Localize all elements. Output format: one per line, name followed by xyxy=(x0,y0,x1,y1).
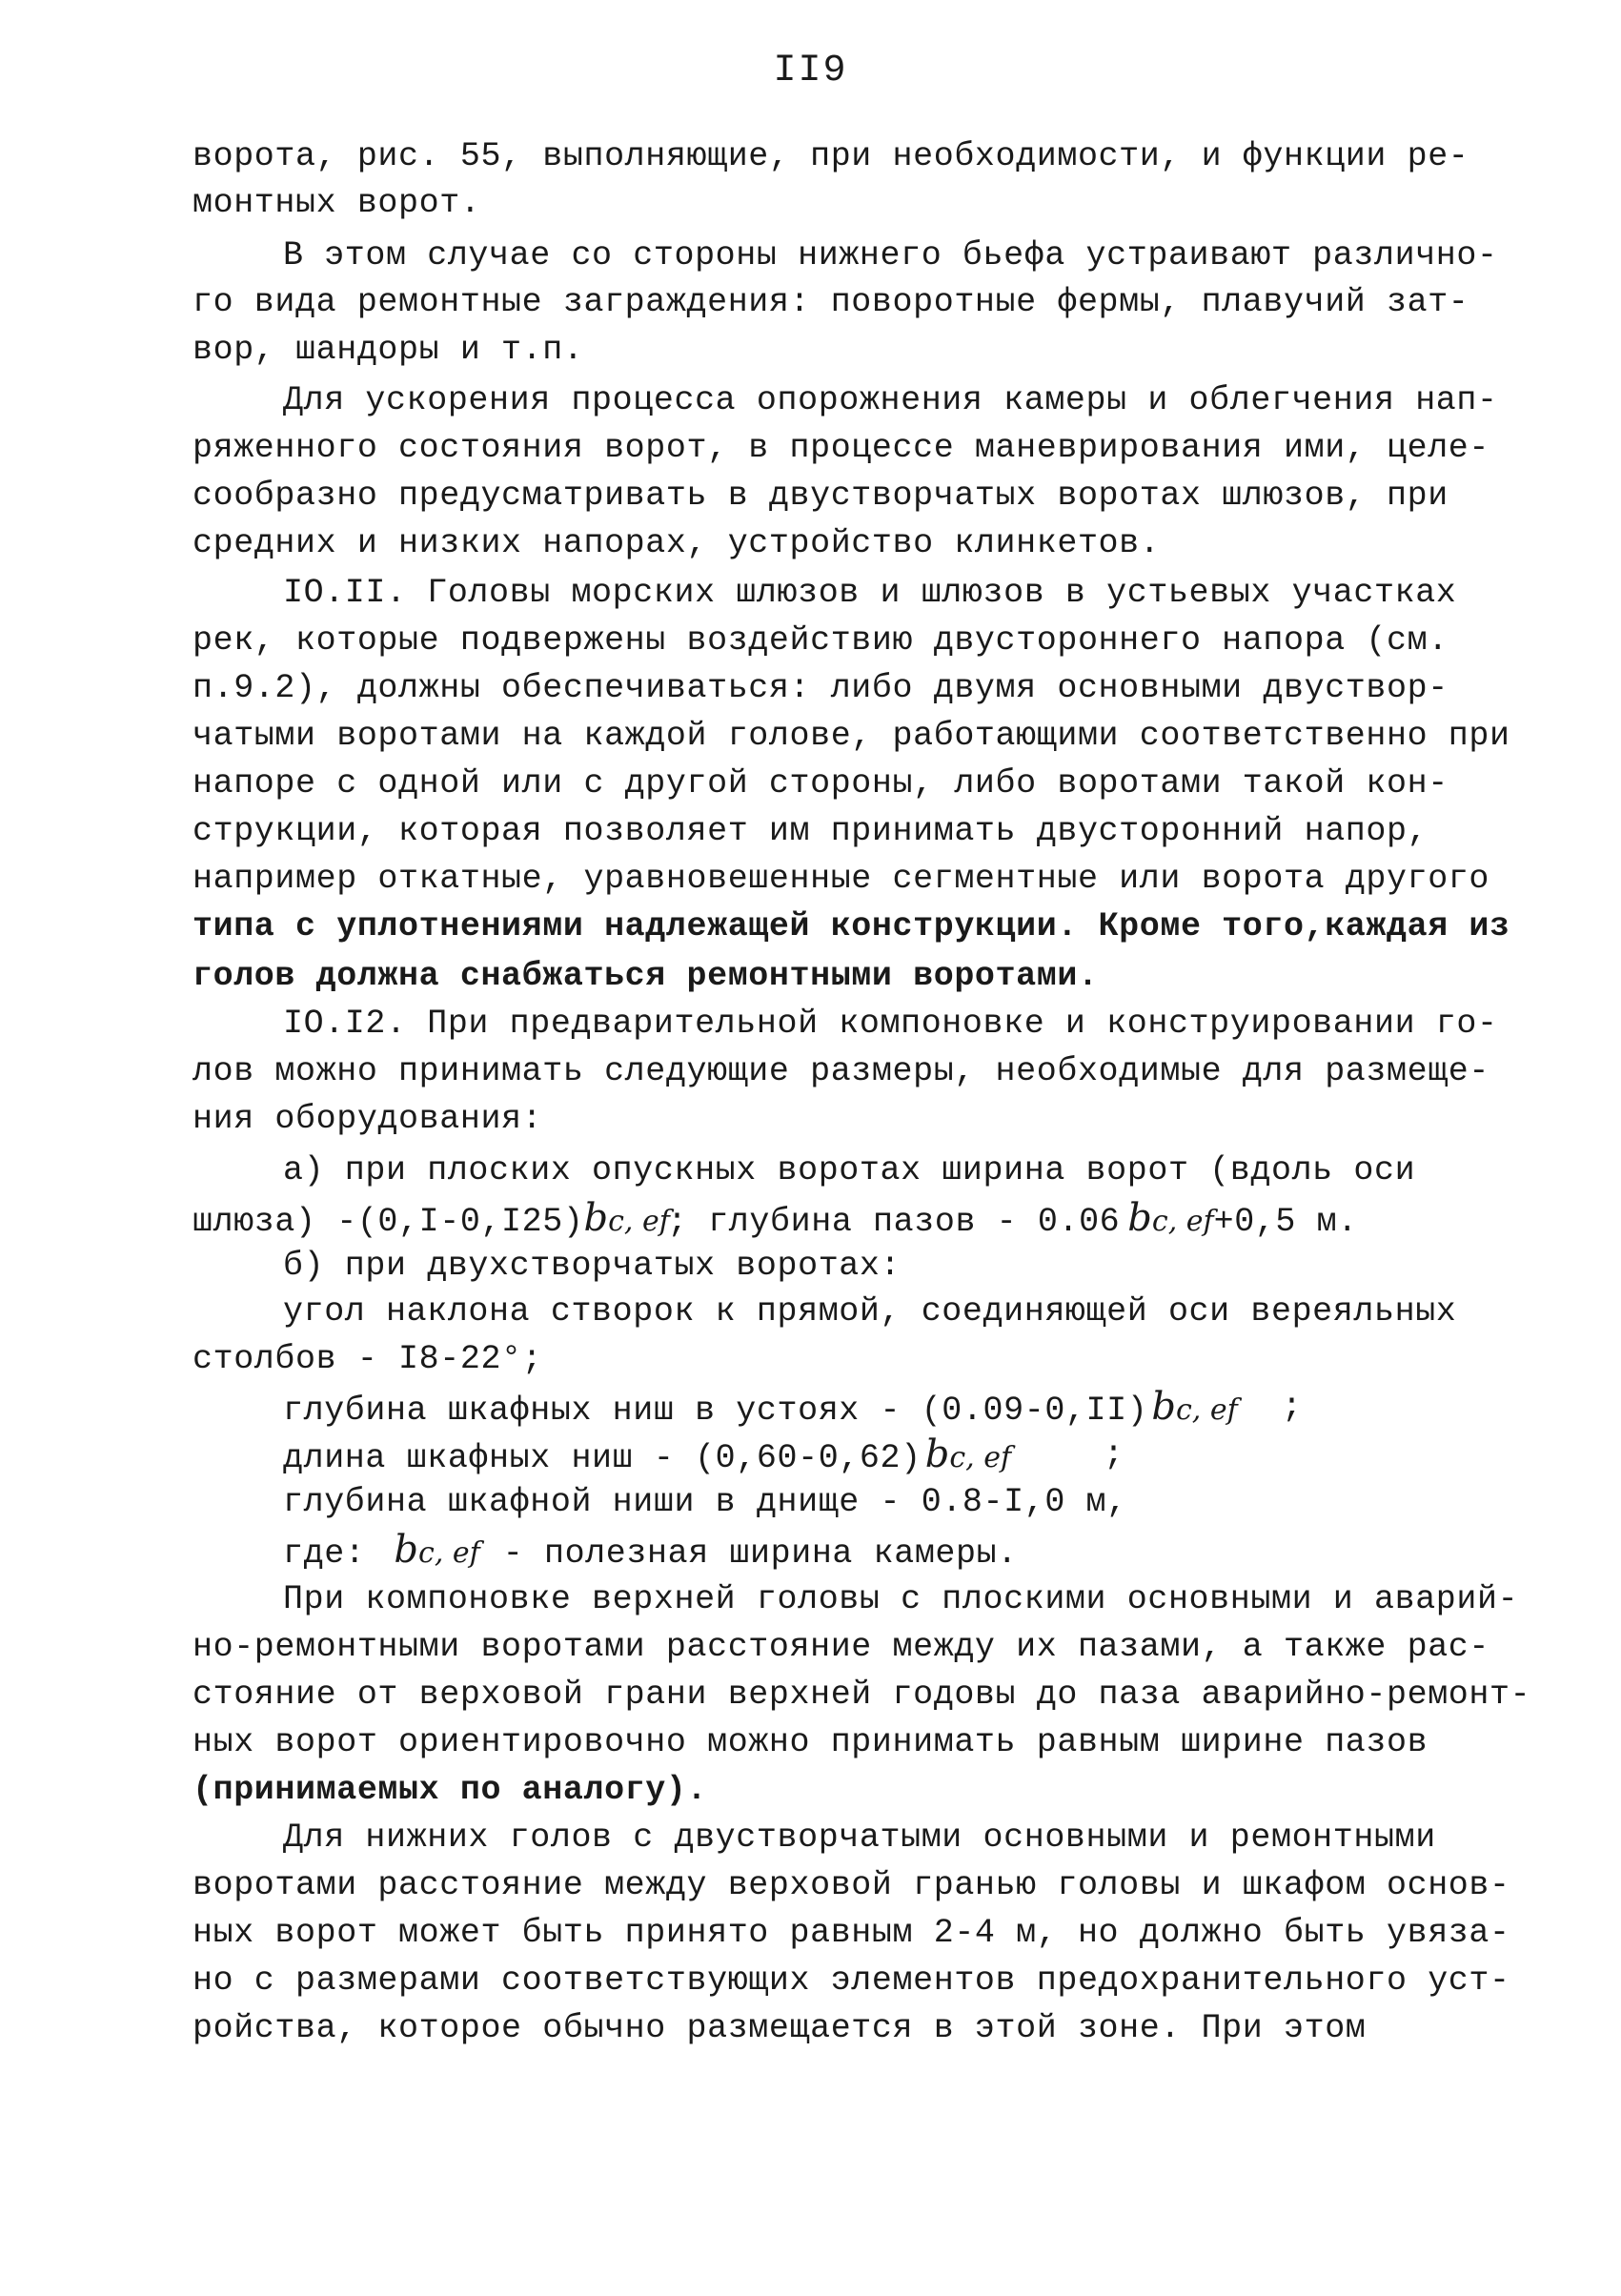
text-line: ных ворот ориентировочно можно принимать равным ширине пазов xyxy=(192,1723,1429,1761)
text-line: струкции, которая позволяет им принимать двусторонний напор, xyxy=(192,812,1429,850)
text-segment: ; глубина пазов - 0.06 xyxy=(667,1203,1121,1241)
text-line: В этом случае со стороны нижнего бьефа устраивают различно- xyxy=(283,236,1498,274)
symbol-bc-ef: bc, ef xyxy=(924,1432,1012,1476)
text-line: го вида ремонтные заграждения: поворотные фермы, плавучий зат- xyxy=(192,283,1469,321)
text-line: но с размерами соответствующих элементов предохранительного уст- xyxy=(192,1961,1510,2000)
text-line: б) при двухстворчатых воротах: xyxy=(283,1247,902,1285)
text-line: воротами расстояние между верховой гранью головы и шкафом основ- xyxy=(192,1866,1510,1904)
text-line: ных ворот может быть принято равным 2-4 м, но должно быть увяза- xyxy=(192,1914,1510,1952)
text-line: IO.II. Головы морских шлюзов и шлюзов в устьевых участках xyxy=(283,574,1457,612)
text-line: угол наклона створок к прямой, соединяющей оси вереяльных xyxy=(283,1292,1457,1331)
text-line: а) при плоских опускных воротах ширина ворот (вдоль оси xyxy=(283,1151,1416,1189)
text-line: Для нижних голов с двустворчатыми основными и ремонтными xyxy=(283,1819,1436,1857)
formula-line xyxy=(192,1197,670,1243)
text-segment: шлюза) -(0,I-0,I25) xyxy=(192,1203,584,1241)
text-line: ряженного состояния ворот, в процессе маневрирования ими, целе- xyxy=(192,429,1490,467)
text-line: рек, которые подвержены воздействию двустороннего напора (см. xyxy=(192,621,1449,660)
text-segment: - полезная ширина камеры. xyxy=(502,1534,1018,1573)
text-segment: глубина шкафных ниш в устоях - (0.09-0,II) xyxy=(283,1392,1148,1430)
page-number: II9 xyxy=(773,50,848,92)
text-line: ворота, рис. 55, выполняющие, при необходимости, и функции ре- xyxy=(192,137,1469,175)
text-segment: длина шкафных ниш - (0,60-0,62) xyxy=(283,1439,922,1477)
text-line: глубина шкафной ниши в днище - 0.8-I,0 м, xyxy=(283,1483,1127,1521)
text-line: средних и низких напорах, устройство клинкетов. xyxy=(192,524,1161,562)
text-line: лов можно принимать следующие размеры, необходимые для размеще- xyxy=(192,1052,1490,1090)
text-line: ройства, которое обычно размещается в этой зоне. При этом xyxy=(192,2009,1367,2047)
text-line: вор, шандоры и т.п. xyxy=(192,331,584,369)
text-line: но-ремонтными воротами расстояние между их пазами, а также рас- xyxy=(192,1628,1490,1666)
text-line: (принимаемых по аналогу). xyxy=(192,1771,708,1809)
text-line: стояние от верховой грани верхней годовы до паза аварийно-ремонт- xyxy=(192,1676,1531,1714)
text-line: монтных ворот. xyxy=(192,184,481,222)
symbol-bc-ef: bc, ef xyxy=(1151,1385,1238,1429)
formula-line xyxy=(283,1386,1238,1432)
text-line: чатыми воротами на каждой голове, работающими соответственно при xyxy=(192,717,1510,755)
text-line: п.9.2), должны обеспечиваться: либо двумя основными двуствор- xyxy=(192,669,1449,707)
text-line: ; xyxy=(1104,1435,1125,1473)
text-line: напоре с одной или с другой стороны, либо воротами такой кон- xyxy=(192,764,1449,803)
formula-line xyxy=(283,1433,1011,1479)
text-segment: где: xyxy=(283,1534,366,1573)
text-line: сообразно предусматривать в двустворчатых воротах шлюзов, при xyxy=(192,477,1449,515)
text-line: типа с уплотнениями надлежащей конструкции. Кроме того,каждая из xyxy=(192,907,1510,945)
text-line: IO.I2. При предварительной компоновке и конструировании го- xyxy=(283,1005,1498,1043)
symbol-bc-ef: bc, ef xyxy=(583,1196,670,1240)
symbol-bc-ef: bc, ef xyxy=(394,1528,480,1572)
text-line: ния оборудования: xyxy=(192,1100,543,1138)
text-segment: +0,5 м. xyxy=(1213,1203,1358,1241)
symbol-bc-ef: bc, ef xyxy=(1127,1196,1214,1240)
text-line: голов должна снабжаться ремонтными воротами. xyxy=(192,957,1099,995)
formula-line xyxy=(283,1529,1018,1575)
text-line: При компоновке верхней головы с плоскими основными и аварий- xyxy=(283,1580,1519,1618)
text-line: Для ускорения процесса опорожнения камеры и облегчения нап- xyxy=(283,381,1498,419)
text-line: например откатные, уравновешенные сегментные или ворота другого xyxy=(192,860,1490,898)
text-line: ; xyxy=(1282,1388,1303,1426)
text-line: столбов - I8-22°; xyxy=(192,1340,543,1378)
formula-line xyxy=(667,1197,1358,1243)
